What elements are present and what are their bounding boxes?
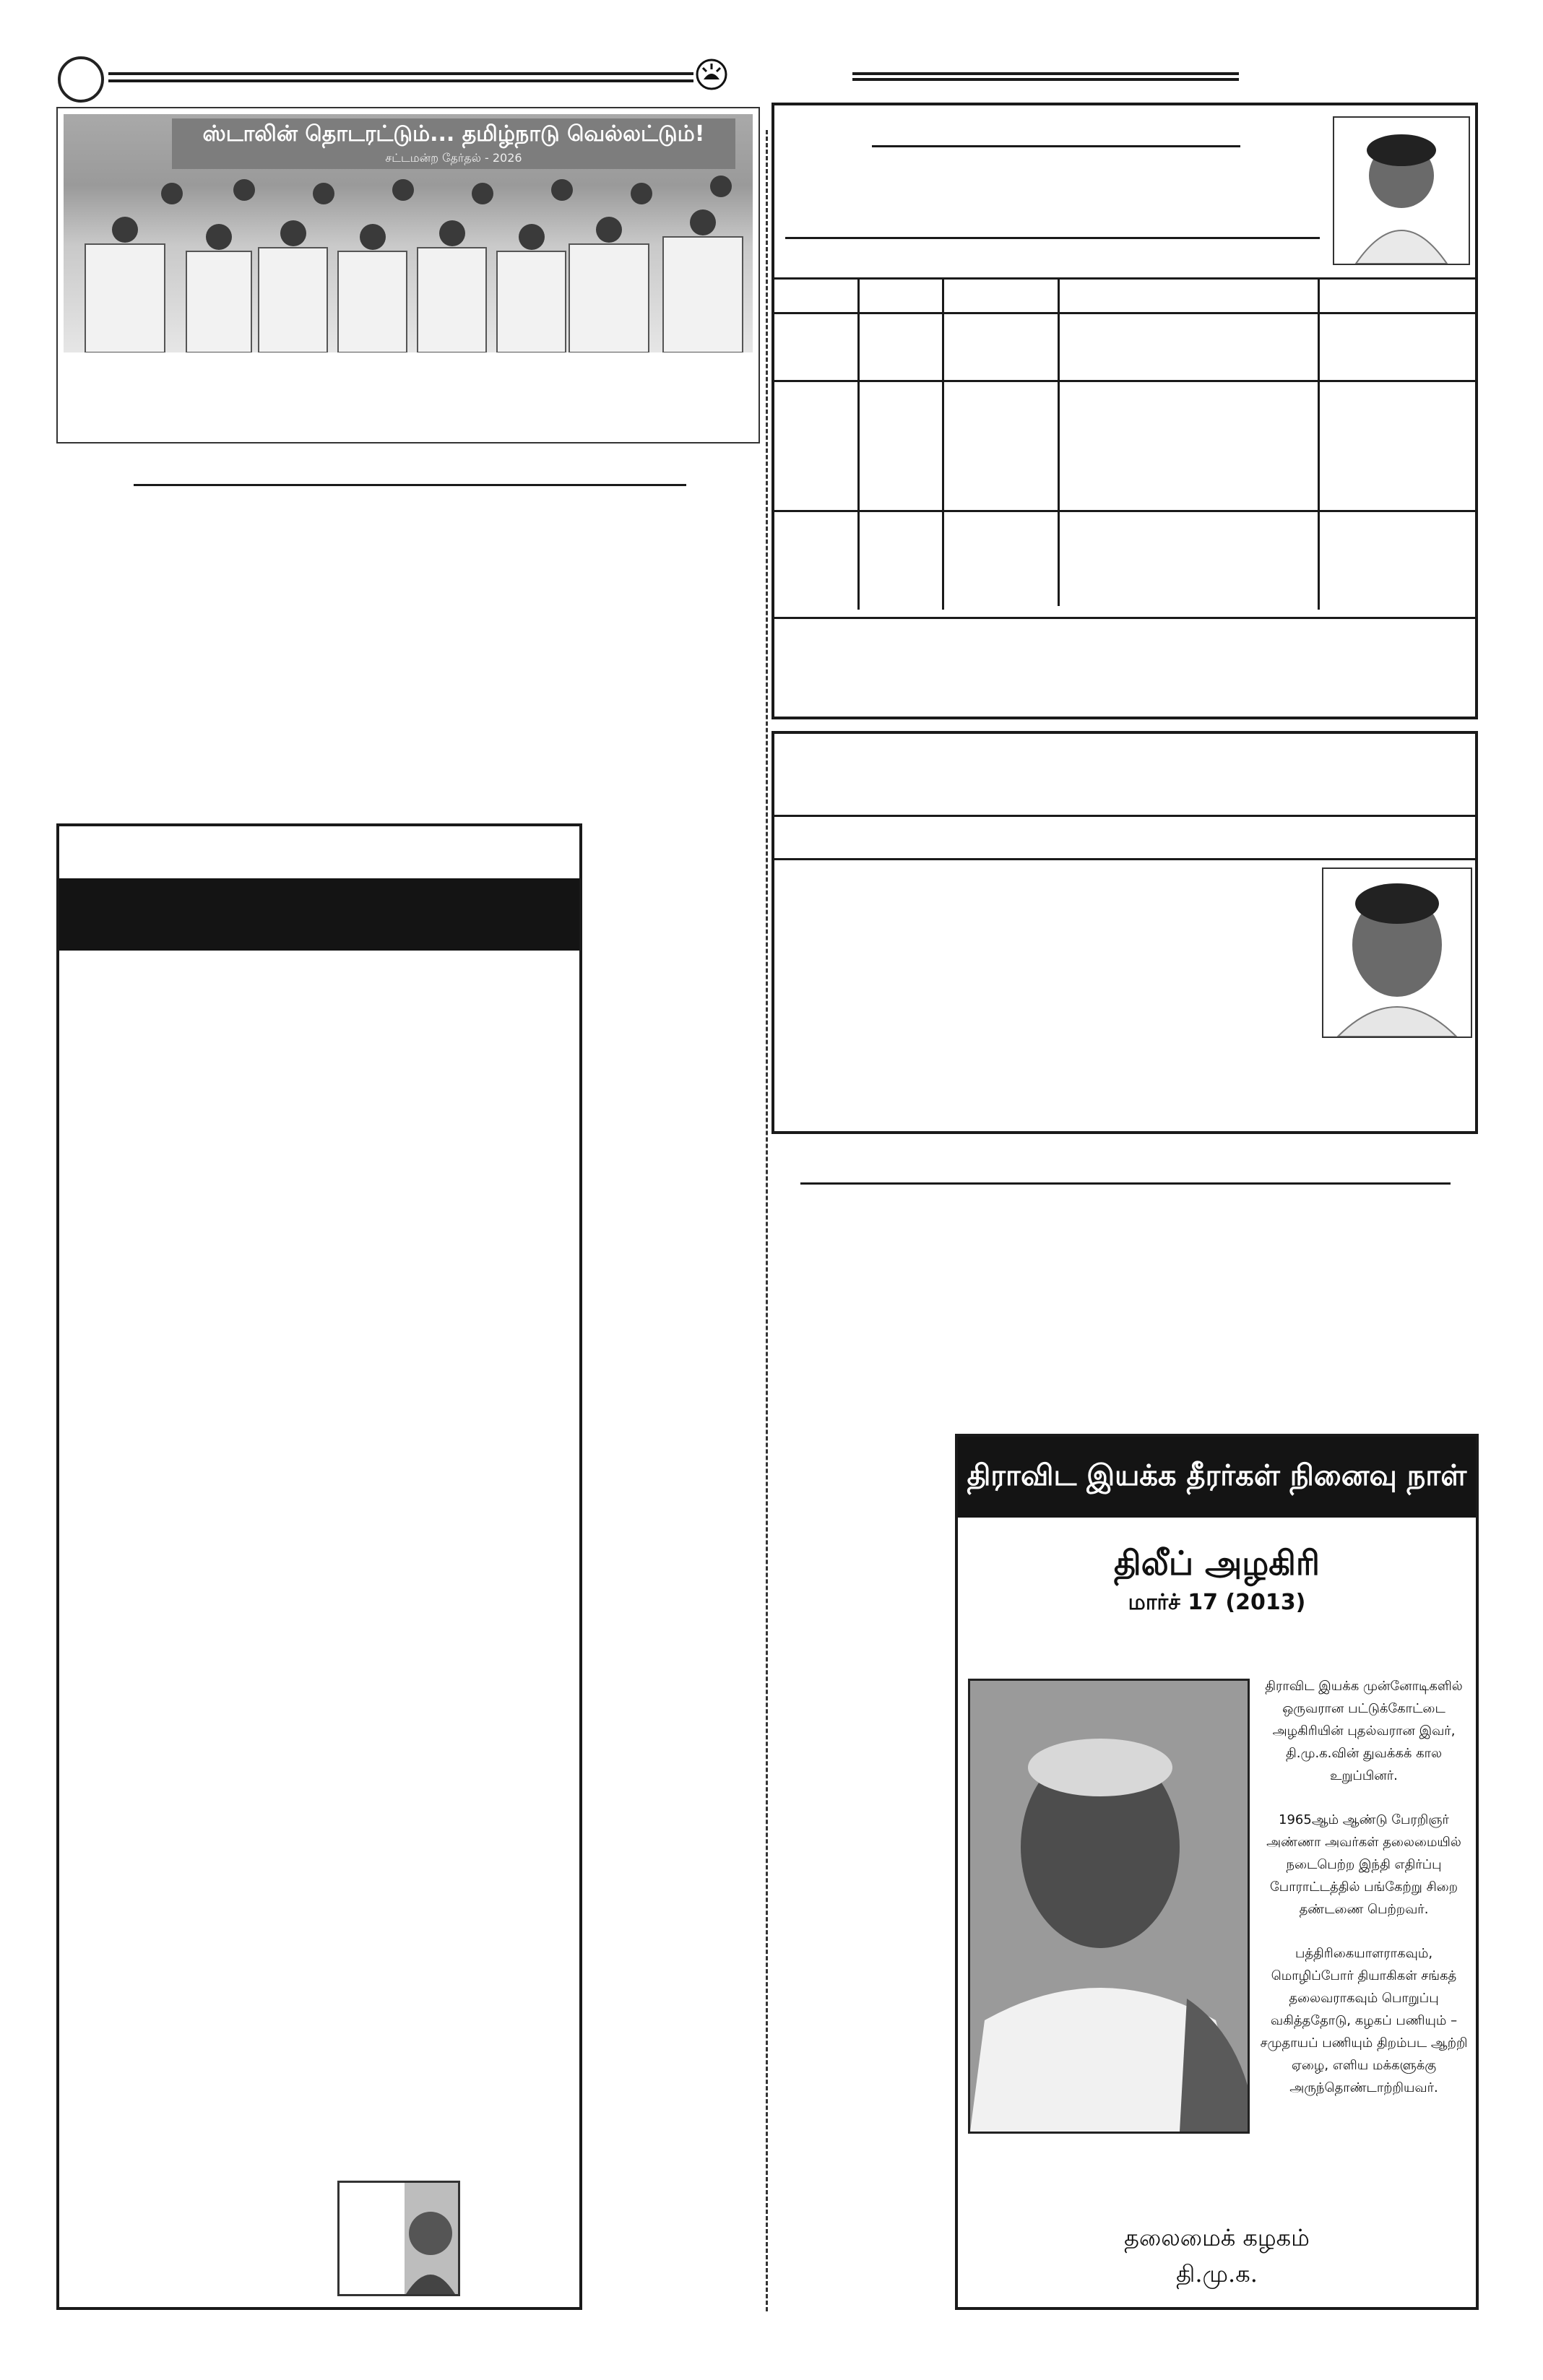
column-divider (766, 130, 768, 2311)
right-table-article (772, 103, 1478, 719)
memorial-bio-paragraph-1: திராவிட இயக்க முன்னோடிகளில் ஒருவரான பட்டுக்கோட்டை அழகிரியின் புதல்வரான இவர், தி.மு.க.வின் துவக்கக் கால உறுப்பினர். (1265, 1679, 1463, 1783)
table-col-divider-4 (1318, 277, 1320, 610)
rally-banner-subtext: சட்டமன்ற தேர்தல் - 2026 (385, 151, 522, 165)
left-article-rule (134, 484, 686, 486)
boxed-article-divider-1 (774, 815, 1475, 817)
header-rule-bottom (108, 79, 693, 82)
table-col-divider-1 (857, 277, 860, 610)
rally-banner-text: ஸ்டாலின் தொடரட்டும்... தமிழ்நாடு வெல்லட்டும்! (202, 121, 705, 147)
memorial-portrait (968, 1679, 1250, 2134)
header-rule-right-top (852, 72, 1239, 75)
table-row-divider-1 (774, 380, 1475, 382)
memorial-heading-bar (958, 1437, 1476, 1518)
memorial-heading: திராவிட இயக்க தீரர்கள் நினைவு நாள் (967, 1458, 1467, 1492)
memorial-bio-paragraph-3: பத்திரிகையாளராகவும், மொழிப்போர் தியாகிகள் சங்கத் தலைவராகவும் பொறுப்பு வகித்ததோடு, கழகப் பணியும் – சமுதாயப் பணியும் திறம்பட ஆற்றி ஏழை, எளிய மக்களுக்கு அருந்தொண்டாற்றியவர். (1260, 1946, 1468, 2095)
author-photo (337, 2181, 460, 2296)
table-bottom-border (774, 617, 1475, 619)
table-top-border (774, 277, 1475, 280)
crowd-illustration (64, 157, 753, 352)
memorial-notice (955, 1434, 1479, 2310)
table-row-divider-2 (774, 510, 1475, 512)
table-col-divider-2 (942, 277, 944, 610)
left-boxed-article-header-bar (59, 878, 579, 951)
memorial-bio (1255, 1675, 1472, 2121)
right-article-rule (800, 1182, 1451, 1185)
memorial-bio-paragraph-2: 1965ஆம் ஆண்டு பேரறிஞர் அண்ணா அவர்கள் தலைமையில் நடைபெற்ற இந்தி எதிர்ப்பு போராட்டத்தில் பங்கேற்று சிறை தண்டணை பெற்றவர். (1266, 1812, 1461, 1917)
author-portrait (340, 2183, 458, 2294)
right-boxed-article (772, 731, 1478, 1134)
header-rule-right-bottom (852, 78, 1239, 81)
table-article-title-rule (872, 145, 1240, 147)
rising-sun-emblem-icon (695, 58, 728, 91)
leader-portrait-2 (1322, 867, 1472, 1038)
page-number-circle (58, 56, 104, 103)
table-col-divider-3 (1058, 277, 1060, 606)
table-article-subtitle-rule (785, 237, 1320, 239)
memorial-footer-line2: தி.மு.க. (1176, 2260, 1258, 2288)
memorial-footer-line1: தலைமைக் கழகம் (1124, 2224, 1310, 2251)
table-header-divider (774, 312, 1475, 314)
memorial-name: திலீப் அழகிரி (1113, 1544, 1321, 1583)
header-rule-top (108, 72, 693, 75)
memorial-date: மார்ச் 17 (2013) (1128, 1590, 1306, 1615)
rally-photo (64, 114, 753, 352)
boxed-article-divider-2 (774, 858, 1475, 860)
left-boxed-article (56, 823, 582, 2310)
leader-portrait-1 (1333, 116, 1470, 265)
rally-photo-frame (56, 107, 760, 443)
